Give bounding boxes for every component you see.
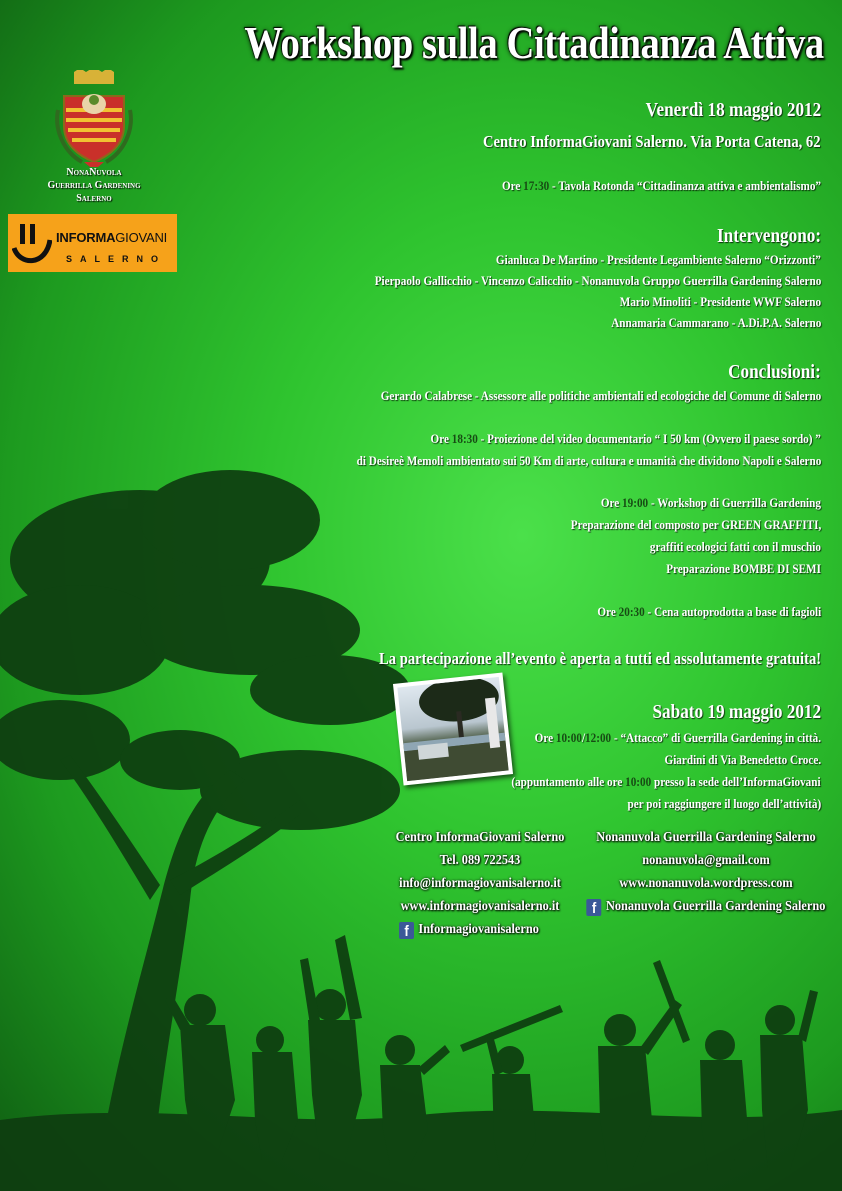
facebook-icon: f [399,922,414,939]
contacts-nonanuvola [566,826,842,918]
slot-prefix: Ore [534,730,556,745]
saturday-appointment-line-2: per poi raggiungere il luogo dell’attività) [627,796,821,811]
logo-brand-b: GIOVANI [115,230,168,245]
slot-text: - Workshop di Guerrilla Gardening [648,495,821,510]
slot-text: - Proiezione del video documentario “ I 50 km (Ovvero il paese sordo) ” [477,431,821,446]
conclusions-text: Gerardo Calabrese - Assessore alle politiche ambientali ed ecologiche del Comune di Salerno [380,388,821,403]
crest-label-line-3: Salerno [76,193,112,204]
slot-time: 20:30 [618,604,645,619]
appt-suffix: presso la sede dell’InformaGiovani [651,774,821,789]
smile-icon [12,220,52,266]
contact-facebook-link[interactable] [583,895,829,918]
friday-date: Venerdì 18 maggio 2012 [645,99,821,121]
speaker-3: Mario Minoliti - Presidente WWF Salerno [619,294,821,309]
slot-time: 19:00 [622,495,649,510]
slot-time-start: 10:00 [555,730,582,745]
logo-brand-a: INFORMA [56,230,116,245]
speaker-4: Annamaria Cammarano - A.Di.P.A. Salerno [610,315,821,330]
speaker-1: Gianluca De Martino - Presidente Legambiente Salerno “Orizzonti” [496,252,821,267]
slot-time: 18:30 [451,431,478,446]
saturday-slot [535,727,821,748]
logo-city: SALERNO [66,254,167,264]
slot-1900-line-2: Preparazione del composto per GREEN GRAFFITI, [570,517,821,532]
slot-prefix: Ore [600,495,623,510]
facebook-icon: f [587,899,602,916]
logo-brand [56,230,167,245]
contact-name: Nonanuvola Guerrilla Gardening Salerno [596,830,816,845]
speaker-2: Pierpaolo Gallicchio - Vincenzo Calicchio - Nonanuvola Gruppo Guerrilla Gardening Salerno [374,273,821,288]
slot-prefix: Ore [501,178,524,193]
contact-name: Centro InformaGiovani Salerno [395,830,565,845]
slot-text: - “Attacco” di Guerrilla Gardening in città. [611,730,821,745]
slot-text: - Cena autoprodotta a base di fagioli [644,604,821,619]
informagiovani-logo [8,214,177,272]
conclusions-header: Conclusioni: [728,361,821,383]
slot-1730 [502,175,821,196]
facebook-page-name: Informagiovanisalerno [418,922,539,937]
slot-1900-line-4: Preparazione BOMBE DI SEMI [666,561,821,576]
slot-1830-line-2: di Desireè Memoli ambientato sui 50 Km di arte, cultura e umanità che dividono Napoli e Salerno [356,453,821,468]
saturday-place: Giardini di Via Benedetto Croce. [664,752,821,767]
saturday-date: Sabato 19 maggio 2012 [652,701,821,723]
slot-time: 17:30 [523,178,550,193]
slot-prefix: Ore [597,604,619,619]
municipal-crest-icon [54,70,134,168]
crest-label-line-2: Guerrilla Gardening [47,180,141,191]
slot-1830 [431,428,821,449]
event-photo [393,673,513,786]
facebook-page-name: Nonanuvola Guerrilla Gardening Salerno [605,899,826,914]
slot-text: - Tavola Rotonda “Cittadinanza attiva e ambientalismo” [549,178,821,193]
contact-website-link[interactable]: www.nonanuvola.wordpress.com [619,876,793,891]
contact-email-link[interactable]: info@informagiovanisalerno.it [399,876,561,891]
slot-1900-line-3: graffiti ecologici fatti con il muschio [649,539,821,554]
speakers-header: Intervengono: [716,225,821,247]
crest-label [20,166,168,205]
appt-time: 10:00 [625,774,652,789]
participation-notice: La partecipazione all’evento è aperta a tutti ed assolutamente gratuita! [378,649,821,668]
garden-photo-image [397,677,508,781]
slot-2030 [597,601,821,622]
page-title: Workshop sulla Cittadinanza Attiva [244,17,824,68]
photo-scene [397,677,508,781]
contact-facebook-link[interactable] [383,918,577,941]
appt-prefix: (appuntamento alle ore [511,774,626,789]
slot-prefix: Ore [430,431,452,446]
slot-time-end: 12:00 [584,730,612,745]
saturday-appointment [512,771,821,792]
slot-1900 [601,492,821,513]
slot-sep: / [581,730,585,745]
contact-phone: Tel. 089 722543 [439,853,521,868]
friday-venue: Centro InformaGiovani Salerno. Via Porta Catena, 62 [483,132,821,151]
crest-label-line-1: NonaNuvola [66,167,122,178]
contact-email-link[interactable]: nonanuvola@gmail.com [642,853,770,868]
contacts-informagiovani [370,826,590,941]
contact-website-link[interactable]: www.informagiovanisalerno.it [400,899,560,914]
